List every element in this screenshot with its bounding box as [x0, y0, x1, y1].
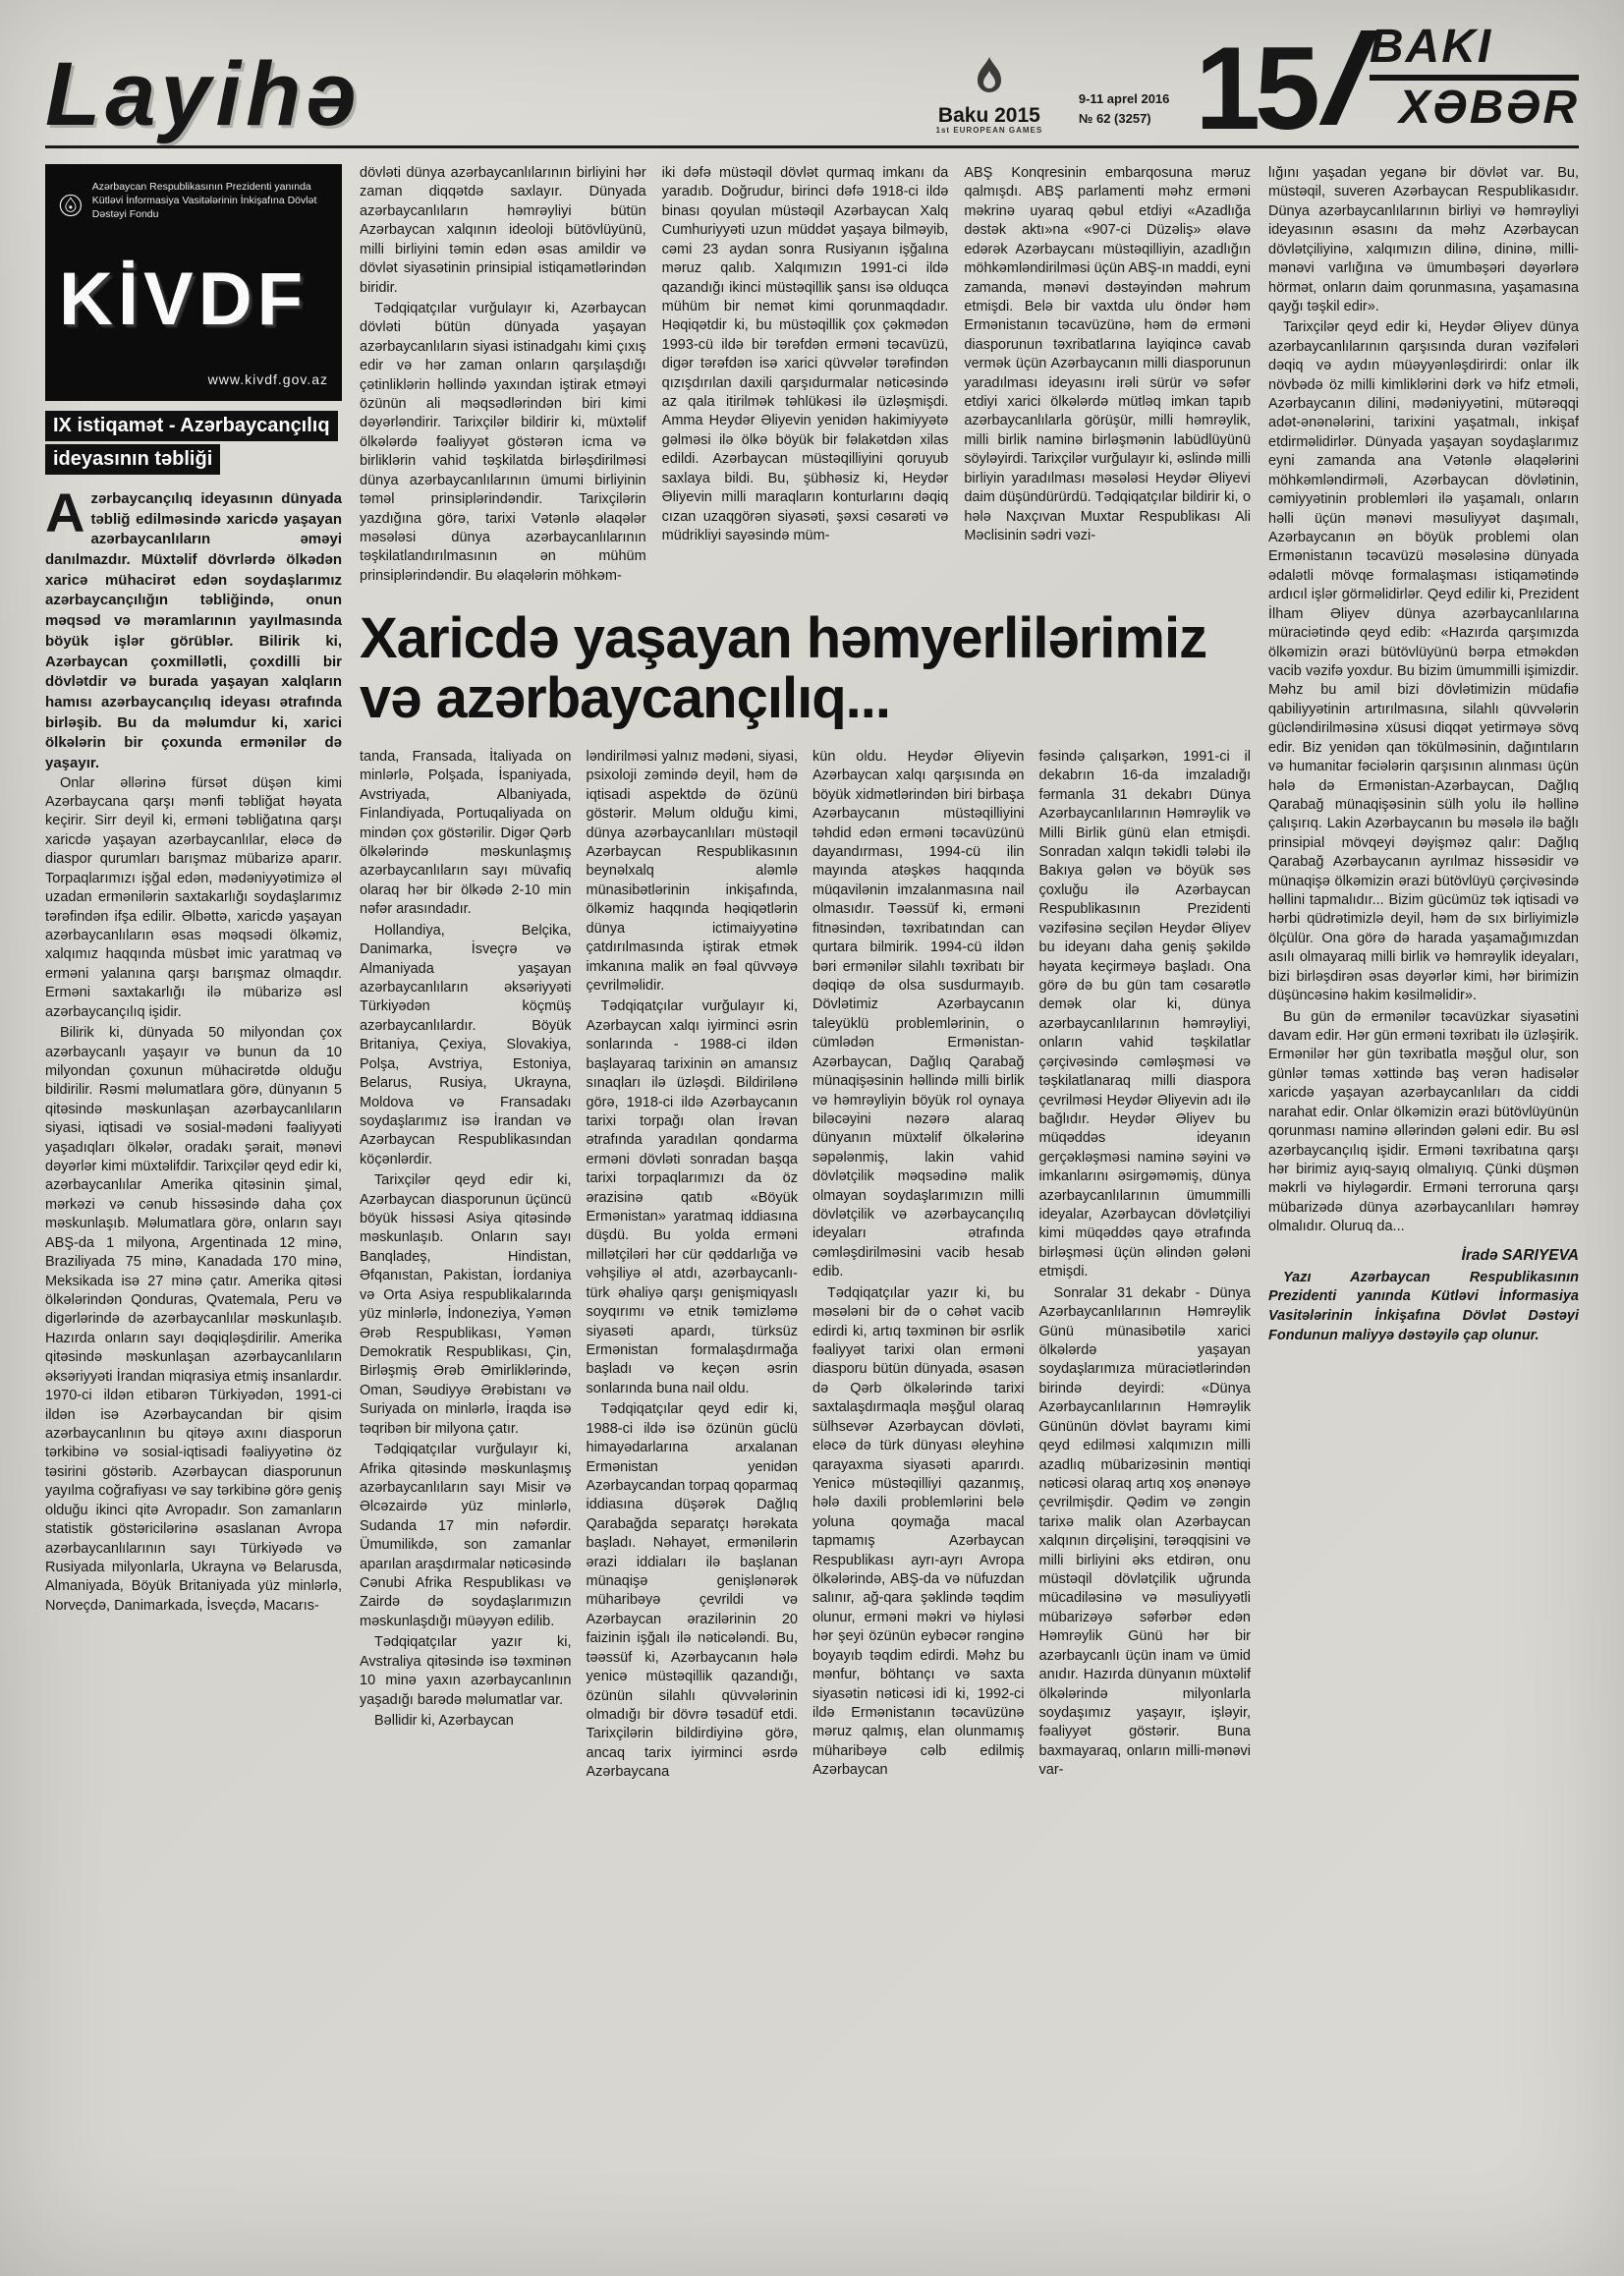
issue-number: № 62 (3257) [1078, 110, 1151, 126]
kivdf-org-name: Azərbaycan Respublikasının Prezidenti yanında Kütləvi İnformasiya Vasitələrinin İnkişafına Dövlət Dəstəyi Fondu [91, 181, 317, 221]
text-column [360, 164, 646, 588]
article-lede [45, 482, 342, 774]
article-paragraph: kün oldu. Heydər Əliyevin Azərbaycan xalqı qarşısında ən böyük xidmətlərindən biri birbaşa Azərbaycanın müstəqilliyini təhdid edən erməni təcavüzünü dayandırması, 1994-cü ilin mayında atəşkəs haqqında müqavilənin imzalanmasına nail olmasıdır. Təəssüf ki, erməni fitnəsindən, təxribatından can qurtara bilmirik. 1994-cü ildən bəri ermənilər silahlı təxribatı bir dəqiqə də olsa susdurmayıb. Dövlətimiz Azərbaycanın taleyüklü problemlərinin, o cümlədən Ermənistan-Azərbaycan, Dağlıq Qarabağ münaqişəsinin həllində milli birlik və həmrəyliyin böyük rol oynaya biləcəyini nəzərə alaraq dünyanın müxtəlif ölkələrinə səpələnmiş, lakin vahid dövlətçilik məqsədinə malik olmayan soydaşlarımızın milli dövlətçilik və azərbaycançılıq ideyaları ətrafında cəmləşdirilməsini vacib hesab edib. [812, 748, 1025, 1280]
headline-line2: və azərbaycançılıq... [360, 665, 890, 730]
kivdf-emblem-icon [59, 180, 83, 231]
article-paragraph: dövləti dünya azərbaycanlılarının birliyini hər zaman diqqətdə saxlayır. Dünyada azərbaycanlıların həmrəyliyi bütün Azərbaycan xalqının ideoloji bütövlüyünü, milli birliyini təmin edən əsas amildir və dövlət siyasətinin prinsipial istiqamətlərindən biridir. [360, 165, 646, 296]
article-paragraph: Tarixçilər qeyd edir ki, Azərbaycan diasporunun üçüncü böyük hissəsi Asiya qitəsində məskunlaşıb. Onların sayı Banqladeş, Hindistan, Əfqanıstan, Pakistan, İordaniya və Orta Asiya respublikalarında yüz minlərlə, İndoneziya, Yəmən Ərəb Respublikası, Yəmən Demokratik Respublikası, Çin, Birləşmiş Ərəb Əmirliklərində, Oman, Səudiyyə Ərəbistanı və Suriyada on minlərlə, İraqda isə təqribən bir milyona çatır. [360, 1172, 572, 1437]
masthead [45, 21, 1579, 154]
brand-words [1369, 21, 1579, 134]
kivdf-banner-line1: IX istiqamət - Azərbaycançılıq [45, 411, 338, 441]
article-paragraph: Tədqiqatçılar vurğulayır ki, Azərbaycan dövləti bütün dünyada yaşayan azərbaycanlıların siyasi istinadgahı kimi çıxış edir və hər zaman onların qarşılaşdığı çətinliklərin həllində yaxından iştirak etməyi özünün ali məqsədlərindən biri kimi dəyərləndirir. Tarixçilər bildirir ki, müxtəlif ölkələrdə fəaliyyət göstərən icma və birliklərin vahid təşkilatda birləşdirilməsi dünya azərbaycanlılarının ümumi birliyinin təməl prinsiplərindəndir. Tarixçilərin yazdığına görə, tarixi Vətənlə əlaqələr məsələsi dünya azərbaycanlılarının təşkilatlandırılmasının ən mühüm prinsiplərindəndir. Bu əlaqələrin möhkəm- [360, 300, 646, 584]
page-number: 15 [1195, 23, 1315, 154]
article-body [45, 164, 1579, 1785]
lower-text-columns [360, 748, 1251, 1785]
issue-info [1079, 89, 1170, 136]
event-name: Baku 2015 [937, 104, 1040, 128]
upper-text-columns [360, 164, 1251, 588]
article-paragraph: Bilirik ki, dünyada 50 milyondan çox azərbaycanlı yaşayır və bunun da 10 milyondan çoxunun mühacirətdə olduğu bildirilir. Rəsmi məlumatlara görə, dünyanın 5 qitəsində məskunlaşan azərbaycanlıların siyasi, iqtisadi və sosial-mədəni fəaliyyəti yaşadıqları ölkələr, oradakı şərait, mənəvi dəyərlər kimi müxtəlifdir. Tarixçilər qeyd edir ki, azərbaycanlılar Amerika qitəsinin şimal, mərkəzi və cənub hissəsində daha çox məskunlaşıb. Məlumatlara görə, onların sayı ABŞ-da 1 milyona, Argentinada 12 minə, Braziliyada 75 minə, Kanadada 170 minə, Meksikada isə 27 minə çatır. Amerika qitəsi ölkələrindən Qonduras, Qvatemala, Peru və digərlərində də azərbaycanlılar məskunlaşıb. Hazırda onların sayı dəqiqləşdirilir. Amerika qitəsində məskunlaşan azərbaycanlıların əksəriyyəti İrandan miqrasiya etmiş insanlardır. 1970-ci ildən etibarən Türkiyədən, 1991-ci ildən isə Azərbaycandan bir qisim azərbaycanlının bu qitəyə axını diasporun tərkibinə və sosial-iqtisadi fəaliyyətinə öz təsirini göstərib. Azərbaycan diasporunun yayılma coğrafiyası və say tərkibinə görə geniş olduğu ikinci qitə Avropadır. Son zamanların statistik göstəricilərinə əsaslanan Avropa azərbaycanlılarının sayı Türkiyədə və Rusiyada milyonlarla, Ukrayna və Belarusda, Almaniyada, Böyük Britaniyada yüz minlərlə, Norveçdə, Danimarkada, İsveçdə, Macarıs- [45, 1025, 342, 1614]
article-paragraph: iki dəfə müstəqil dövlət qurmaq imkanı da yaradıb. Doğrudur, birinci dəfə 1918-ci ildə binası qoyulan müstəqil Azərbaycan Xalq Cumhuriyyəti uzun müddət yaşaya bilməyib, cəmi 23 aydan sonra Rusiyanın işğalına məruz qalıb. Xalqımızın 1991-ci ildə qazandığı ikinci müstəqillik şansı isə olduqca mühüm bir nemət kimi qorunmaqdadır. Həqiqətdir ki, bu müstəqillik çox çəkmədən 1993-cü ildə bir tərəfdən erməni təcavüzü, digər tərəfdən isə xarici qüvvələr tərəfindən qızışdırılan daxili qarşıdurmalar nəticəsində az qala itirilmək təhlükəsi ilə üzləşmişdi. Amma Heydər Əliyevin yenidən hakimiyyətə gəlməsi ilə ölkə böyük bir fəlakətdən xilas edildi. Azərbaycan müstəqilliyini qoruyub saxlaya bildi. Bu, şübhəsiz ki, Heydər Əliyevin milli maraqların konturlarını dəqiq cızan uzaqgörən siyasəti, şəxsi cəsarəti və müdrikliyi sayəsində müm- [661, 165, 949, 544]
middle-section [360, 164, 1251, 1785]
kivdf-banner [45, 411, 342, 478]
text-column [360, 748, 572, 1785]
article-paragraph: Tədqiqatçılar yazır ki, Avstraliya qitəsində isə təxminən 10 minə yaxın azərbaycanlının yaşadığı barədə məlumatlar var. [360, 1634, 572, 1708]
right-column [1268, 164, 1579, 1785]
text-column [1039, 748, 1252, 1785]
article-paragraph: Onlar əllərinə fürsət düşən kimi Azərbaycana qarşı mənfi təbliğat həyata keçirir. Sirr deyil ki, erməni təbliğatına qarşı xaricdə yaşayan azərbaycanlılar, eləcə də diaspor qurumları barışmaz mübarizə aparır. Torpaqlarımızı işğal edən, mədəniyyətimizə əl uzadan ermənilərin saxtakarlığı soydaşlarımız tərəfindən ifşa edilir. Əlbəttə, xaricdə yaşayan azərbaycanlıların əsas məqsədi ölkəmiz, xalqımız haqqında müsbət imic yaratmaq və erməni yalanına qarşı barışmaz olmaqdır. Erməni saxtakarlığı ilə mübarizə əsl azərbaycançılıq işidir. [45, 774, 342, 1020]
kivdf-header [59, 180, 328, 231]
article-paragraph: lığını yaşadan yeganə bir dövlət var. Bu, müstəqil, suveren Azərbaycan Respublikasıdır. Dünya azərbaycanlılarının birliyi və həmrəyliyi ideyasının əsasını da məhz Azərbaycan dövlətçiliyinə, xalqımızın dilinə, dininə, milli-mənəvi varlığına və ümumbəşəri dəyərlərə hörmət, onların daim qorunmasına, yaşamasına qayğı təşkil edir». [1268, 165, 1579, 314]
text-column [587, 748, 799, 1785]
kivdf-logo-text: KİVDF [59, 257, 308, 341]
kivdf-banner-line2: ideyasının təbliği [45, 444, 220, 475]
article-paragraph: Sonralar 31 dekabr - Dünya Azərbaycanlılarının Həmrəylik Günü münasibətilə xarici ölkələrdə yaşayan soydaşlarımıza müraciətlərindən birində deyirdi: «Dünya Azərbaycanlılarının Həmrəylik Gününün dövlət bayramı kimi qeyd edilməsi xalqımızın milli azadlıq mübarizəsinin məntiqi nəticəsi olaraq artıq xoş ənənəyə çevrilmişdir. Qədim və zəngin tarixə malik olan Azərbaycan xalqının dirçəlişini, tərəqqisini və milli birliyini əks etdirən, onu müstəqil dövlətçilik uğrunda mücadiləsinə və məsuliyyətli mübarizəyə səfərbər edən Həmrəylik Günü hər bir azərbaycanlı üçün inam və ümid anıdır. Hazırda dünyanın müxtəlif ölkələrində milyonlarla soydaşımız yaşayır, işləyir, fəaliyyət göstərir. Buna baxmayaraq, onların milli-mənəvi var- [1038, 1284, 1251, 1779]
article-paragraph: tanda, Fransada, İtaliyada on minlərlə, Polşada, İspaniyada, Avstriyada, Albaniyada, Finlandiyada, Portuqaliyada on mindən çox göstərilir. Digər Qərb ölkələrində məskunlaşmış azərbaycanlıların sayı müvafiq olaraq hər bir ölkədə 2-10 min nəfər arasındadır. [360, 748, 572, 918]
headline-line1: Xaricdə yaşayan həmyerlilərimiz [360, 606, 1207, 671]
author-byline: İradə SARIYEVA [1461, 1246, 1579, 1264]
article-paragraph: Tədqiqatçılar vurğulayır ki, Afrika qitəsində məskunlaşmış azərbaycanlıların sayı Misir və Əlcəzairdə yüz minlərlə, Sudanda 17 min nəfərdir. Ümumilikdə, son zamanlar aparılan araşdırmalar nəticəsində Cənubi Afrika Respublikası və Zairdə də soydaşlarımızın məskunlaşdığı müəyyən edilib. [360, 1442, 572, 1629]
text-column [812, 748, 1025, 1785]
flame-icon [973, 57, 1006, 98]
article-paragraph: Tədqiqatçılar vurğulayır ki, Azərbaycan xalqı iyirminci əsrin sonlarında - 1988-ci ildən başlayaraq tarixinin ən amansız sınaqları ilə üzləşdi. Bildirilənə görə, 1918-ci ildə Azərbaycanın tarixi torpağı olan İrəvan ətrafında yaradılan qondarma erməni dövləti sonradan başqa tarixi torpaqlarımızı da öz ərazisinə qatıb «Böyük Ermənistan» yaratmaq iddiasına düşdü. Bu yolda erməni millətçiləri hər cür qəddarlığa və vəhşiliyə əl atdı, azərbaycanlı-türk əhaliyə qarşı genişmiqyaslı soyqırımı və etnik təmizləmə siyasəti apardı, türksüz Ermənistan formalaşdırmağa başladı və keçən əsrin sonlarında buna nail oldu. [586, 998, 798, 1396]
text-column [662, 164, 949, 588]
kivdf-website: www.kivdf.gov.az [207, 371, 328, 387]
article-paragraph: Tədqiqatçılar qeyd edir ki, 1988-ci ildə isə özünün güclü himayədarlarına arxalanan Ermənistan yenidən Azərbaycandan torpaq qoparmaq iddiasına düşərək Dağlıq Qarabağda separatçı hərəkata başladı. Nəhayət, ermənilərin ərazi iddiaları ilə başlanan münaqişə genişlənərək müharibəyə çevrildi və Azərbaycan ərazilərinin 20 faizinin işğalı ilə nəticələndi. Bu, təəssüf ki, Azərbaycanın hələ yenicə müstəqillik qazandığı, özünün silahlı qüvvələrinin olmadığı bir dövrə təsadüf etdi. Tarixçilərin bildirdiyinə görə, ancaq tarix iyirminci əsrdə Azərbaycana [586, 1401, 798, 1781]
dropcap: A [45, 482, 85, 543]
article-paragraph: Bu gün də ermənilər təcavüzkar siyasətini davam edir. Hər gün erməni təxribatı ilə üzləşirik. Ermənilər hər gün təxribatla məşğul olur, son günlər təmas xəttində baş verən hadisələr xaricdə yaşayan azərbaycanlıları da ciddi narahat edir. Onlar ölkəmizin ərazi bütövlüyünün qorunması naminə əllərindən gələni edir. Bu əsl azərbaycançılıq işidir. Erməni təxribatına qarşı hər birimiz ayıq-sayıq olmalıyıq. Çünki düşmən məkrli və hiyləgərdir. Erməni terroruna qarşı mübarizədə dünya azərbaycanlıları həmrəy olmalıdır. Oluruq da... [1268, 1008, 1579, 1235]
article-paragraph: fəsində çalışarkən, 1991-ci il dekabrın 16-da imzaladığı fərmanla 31 dekabrı Dünya Azərbaycanlılarının Həmrəylik və Milli Birlik günü elan etmişdi. Sonradan xalqın təkidli tələbi ilə Bakıya gələn və böyük səs çoxluğu ilə Azərbaycan Respublikasının Prezidenti vəzifəsinə seçilən Heydər Əliyev bu ideyanı daha geniş şəkildə həyata keçirməyə başladı. Ona görə də bu gün tam cəsarətlə demək olar ki, dünya azərbaycanlılarının həmrəyliyi, onların vahid təşkilatlar çərçivəsində cəmləşməsi və təşkilatlanaraq milli diaspora çevrilməsi Heydər Əliyevin adı ilə bağlıdır. Heydər Əliyev bu müqəddəs ideyanın gerçəkləşməsi naminə səyini və imkanlarını əsirgəməmiş, dünya azərbaycanlılarının ümummilli ideyalar, Azərbaycan dövlətçiliyi kimi müqəddəs qayə ətrafında birləşməsi üçün əlindən gələni etmişdi. [1038, 748, 1251, 1280]
article-paragraph: Bəllidir ki, Azərbaycan [374, 1713, 514, 1729]
funding-note: Yazı Azərbaycan Respublikasının Prezidenti yanında Kütləvi İnformasiya Vasitələrinin İnkişafına Dövlət Dəstəyi Fondunun maliyyə dəstəyilə çap olunur. [1268, 1269, 1579, 1343]
text-column [964, 164, 1251, 588]
lede-text: zərbaycançılıq ideyasının dünyada təbliğ edilməsində xaricdə yaşayan azərbaycanlıların əməyi danılmazdır. Müxtəlif dövrlərdə ölkədən xaricə mühacirət edən soydaşlarımız azərbaycançılığın təbliğində, onun məqsəd və məramlarının yayılmasında böyük işlər görüblər. Bilirik ki, Azərbaycan çoxmillətli, çoxdilli bir dövlətdir və burada yaşayan xalqların hamısı azərbaycançılıq ideyası ətrafında birləşib. Bu da məlumdur ki, xarici ölkələrin bir çoxunda ermənilər də yaşayır. [45, 490, 342, 771]
article-paragraph: Hollandiya, Belçika, Danimarka, İsveçrə və Almaniyada yaşayan azərbaycanlıların əksəriyyəti Türkiyədən köçmüş azərbaycanlılardır. Böyük Britaniya, Çexiya, Slovakiya, Polşa, Avstriya, Estoniya, Belarus, Rusiya, Ukrayna, Moldova və Fransadakı soydaşlarımız isə İrandan və Azərbaycan Respublikasından köçənlərdir. [360, 922, 572, 1167]
section-title: Layihə [45, 44, 362, 145]
article-paragraph: Tədqiqatçılar yazır ki, bu məsələni bir də o cəhət vacib edirdi ki, artıq təxminən bir əsrlik fəaliyyət tarixi olan erməni diasporu bütün dünyada, əsasən də Qərb ölkələrində tarixi saxtalaşdırmaqla məşğul olaraq sülhsevər Azərbaycan dövləti, eləcə də türk dünyası əleyhinə qarayaxma siyasəti aparırdı. Yenicə müstəqilliyi qazanmış, hələ daxili problemlərini belə yoluna qoymağa macal tapmamış Azərbaycan Respublikası ayrı-ayrı Avropa ölkələrində, ABŞ-da və nüfuzdan salınır, ağ-qara şəklində təqdim olunur, erməni məkri və hiyləsi hər şeyi özünün eybəcər rənginə boyayıb təqdim edirdi. Məhz bu mənfur, böhtançı və saxta siyasətin nəticəsi idi ki, 1992-ci ildə Ermənistanın təcavüzünə məruz qalmış, elan olunmamış müharibəyə cəlb edilmiş Azərbaycan [812, 1284, 1025, 1779]
event-logo [925, 57, 1053, 136]
brand-name-top: BAKI [1370, 24, 1579, 81]
issue-date: 9-11 aprel 2016 [1078, 91, 1170, 106]
article-paragraph: ləndirilməsi yalnız mədəni, siyasi, psixoloji zəmində deyil, həm də iqtisadi aspektdə də özünü göstərir. Məlum olduğu kimi, dünya azərbaycanlıları müstəqil Azərbaycan Respublikasının beynəlxalq aləmlə münasibətlərinin inkişafında, ölkəmiz haqqında həqiqətlərin dünya ictimaiyyətinə çatdırılmasında iştirak etmək imkanına malik ən fəal qüvvəyə çevrilməlidir. [586, 748, 798, 994]
event-subtitle: 1st EUROPEAN GAMES [935, 126, 1043, 136]
kivdf-ad-box [45, 164, 342, 401]
left-column [45, 164, 342, 1785]
brand-name-bottom: XƏBƏR [1398, 82, 1579, 134]
article-headline [360, 606, 1251, 730]
newspaper-logo [1340, 21, 1579, 136]
article-paragraph: ABŞ Konqresinin embarqosuna məruz qalmışdı. ABŞ parlamenti məhz erməni məkrinə uyaraq qəbul etdiyi «Azadlığa dəstək aktı»na «907-ci Düzəliş» əlavə edərək Azərbaycanı müstəqilliyin, azadlığın möhkəmləndirilməsi üçün ABŞ-ın maddi, eyni zamanda, mənəvi dəstəyindən məhrum etmişdi. Belə bir vaxtda ulu öndər həm Ermənistanın təcavüzünə, həm də erməni diasporunun təxribatlarına layiqincə cavab vermək üçün Azərbaycanın milli diasporunun yaradılması ideyasını irəli sürür və səfər etdiyi xarici ölkələrdə mütləq imkan tapıb azərbaycanlılarla görüşür, milli həmrəylik, milli birlik naminə birləşmənin labüdlüyünü söyləyirdi. Tarixçilər vurğulayır ki, əslində milli birliyin yaradılması məsələsi Heydər Əliyevi daim düşündürürdü. Tədqiqatçılar bildirir ki, o hələ Naxçıvan Muxtar Respublikası Ali Məclisinin sədri vəzi- [964, 165, 1252, 544]
article-paragraph: Tarixçilər qeyd edir ki, Heydər Əliyev dünya azərbaycanlılarının qarşısında duran vəzifələri dəqiq və aydın müəyyənləşdirirdi: onlar ilk növbədə öz milli kimliklərini dərk və hifz etməli, Azərbaycanın dilini, mədəniyyətini, mütərəqqi adət-ənənələrini, tarixini yaşatmalı, inkişaf etdirməlidirlər. Dünyada yaşayan soydaşlarımız eyni zamanda ana Vətənlə əlaqələrini möhkəmləndirməli, Azərbaycan dövlətinin, cəmiyyətinin problemləri ilə yaşamalı, onların həlli üçün mənəvi məsuliyyət daşımalı, Azərbaycanın ən böyük problemi olan Ermənistanın təcavüzü məsələsinə dünyada ədalətli mövqe formalaşması istiqamətində ardıcıl işlər görməlidirlər. Qeyd edilir ki, Prezident İlham Əliyev dünya azərbaycanlılarına müraciətində qeyd edib: «Hazırda qarşımızda ölkəmizin ərazi bütövlüyünü bərpa etməkdən vacib vəzifə yoxdur. Bu bizim ümummilli işimizdir. Məhz bu amil bizi dövlətimizin müdafiə qabiliyyətinin artırılmasına, silahlı qüvvələrin gücləndirilməsinə xüsusi diqqət yetirməyə sövq edir. Biz yenidən qan tökülməsinin, dağıntıların və humanitar fəciələrin qarşısının alınması üçün hələ də Ermənistan-Azərbaycan, Dağlıq Qarabağ münaqişəsinin sülh yolu ilə həllinə çalışırıq. Lakin Azərbaycanın bu məsələ ilə bağlı prinsipial mövqeyi dəyişməz qalır: Dağlıq Qarabağ Azərbaycanın ayrılmaz hissəsidir və münaqişə ölkəmizin ərazi bütövlüyü çərçivəsində həllini tapmalıdır... Bizim gücümüz tək iqtisadi və hərbi qüdrətimizlə deyil, həm də sıx birliyimizlə ölçülür. Ona görə də harada yaşamağımızdan asılı olmayaraq milli birlik və həmrəylik ideyaları, bizi birləşdirən əsas dəyərlər kimi, hər birimizin düşüncəsinə hakim kəsilməlidir». [1268, 319, 1579, 1004]
